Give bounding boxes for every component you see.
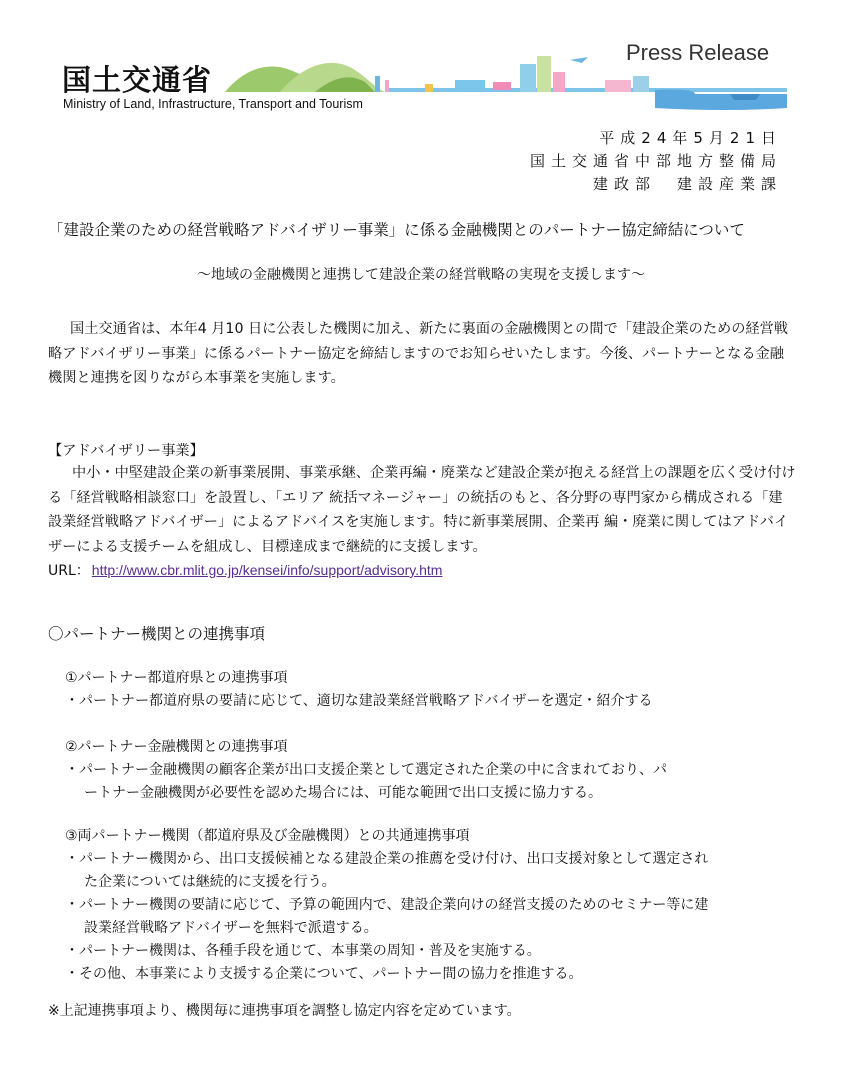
advisory-paragraph: 中小・中堅建設企業の新事業展開、事業承継、企業再編・廃業など建設企業が抱える経営上の課題を広く受け付ける「経営戦略相談窓口」を設置し、「エリア 統括マネージャー」の統括のもと、各分野の専門家から構成される「建設業経営戦略アドバイザー」によるアドバイスを実施します。特に新事業展開、企業再 編・廃業に関してはアドバイザーによる支援チームを組成し、目標達成まで継続的に支援します。 [48,465,796,555]
sub3-bullet3: ・パートナー機関は、各種手段を通じて、本事業の周知・普及を実施する。 [65,943,541,959]
document-subtitle: ～地域の金融機関と連携して建設企業の経営戦略の実現を支援します～ [197,267,645,283]
sub1-bullet: ・パートナー都道府県の要請に応じて、適切な建設業経営戦略アドバイザーを選定・紹介する [65,693,653,709]
ministry-logo-jp: 国土交通省 [62,63,213,97]
advisory-url-link[interactable]: http://www.cbr.mlit.go.jp/kensei/info/support/advisory.htm [91,562,443,578]
partner-section-heading: 〇パートナー機関との連携事項 [48,625,266,643]
sub3-bullet1-line2: た企業については継続的に支援を行う。 [84,874,336,890]
issuing-section: 建政部 建設産業課 [592,175,782,193]
document-title: 「建設企業のための経営戦略アドバイザリー事業」に係る金融機関とのパートナー協定締結について [48,221,745,239]
press-release-label: Press Release [626,40,770,65]
sub3-bullet1-line1: ・パートナー機関から、出口支援候補となる建設企業の推薦を受け付け、出口支援対象として選定され [65,851,709,867]
footnote: ※上記連携事項より、機関毎に連携事項を調整し協定内容を定めています。 [48,1003,521,1019]
sub3-bullet2-line1: ・パートナー機関の要請に応じて、予算の範囲内で、建設企業向けの経営支援のためのセミナー等に建 [65,897,709,913]
issuing-office: 国土交通省中部地方整備局 [529,152,782,170]
sub1-heading: ①パートナー都道府県との連携事項 [65,670,288,686]
sub2-heading: ②パートナー金融機関との連携事項 [65,739,288,755]
sub3-heading: ③両パートナー機関（都道府県及び金融機関）との共通連携事項 [65,828,470,844]
intro-paragraph: 国土交通省は、本年4 月10 日に公表した機関に加え、新たに裏面の金融機関との間で「建設企業のための経営戦略アドバイザリー事業」に係るパートナー協定を締結しますのでお知らせいたします。今後、パートナーとなる金融機関と連携を図りながら本事業を実施します。 [48,321,788,386]
sub2-bullet-line1: ・パートナー金融機関の顧客企業が出口支援企業として選定された企業の中に含まれており、パ [65,762,667,778]
sub3-bullet4: ・その他、本事業により支援する企業について、パートナー間の協力を推進する。 [65,966,583,982]
url-label: URL： [48,563,90,579]
landscape-banner-illustration [225,50,787,112]
advisory-heading: 【アドバイザリー事業】 [48,443,204,459]
sub2-bullet-line2: ートナー金融機関が必要性を認めた場合には、可能な範囲で出口支援に協力する。 [84,785,602,801]
advisory-url-line [48,560,442,580]
release-date: 平成24年5月21日 [599,129,782,147]
ministry-name-en: Ministry of Land, Infrastructure, Transport and Tourism [63,97,363,111]
date-block [530,127,782,196]
sub3-bullet2-line2: 設業経営戦略アドバイザーを無料で派遣する。 [84,920,378,936]
